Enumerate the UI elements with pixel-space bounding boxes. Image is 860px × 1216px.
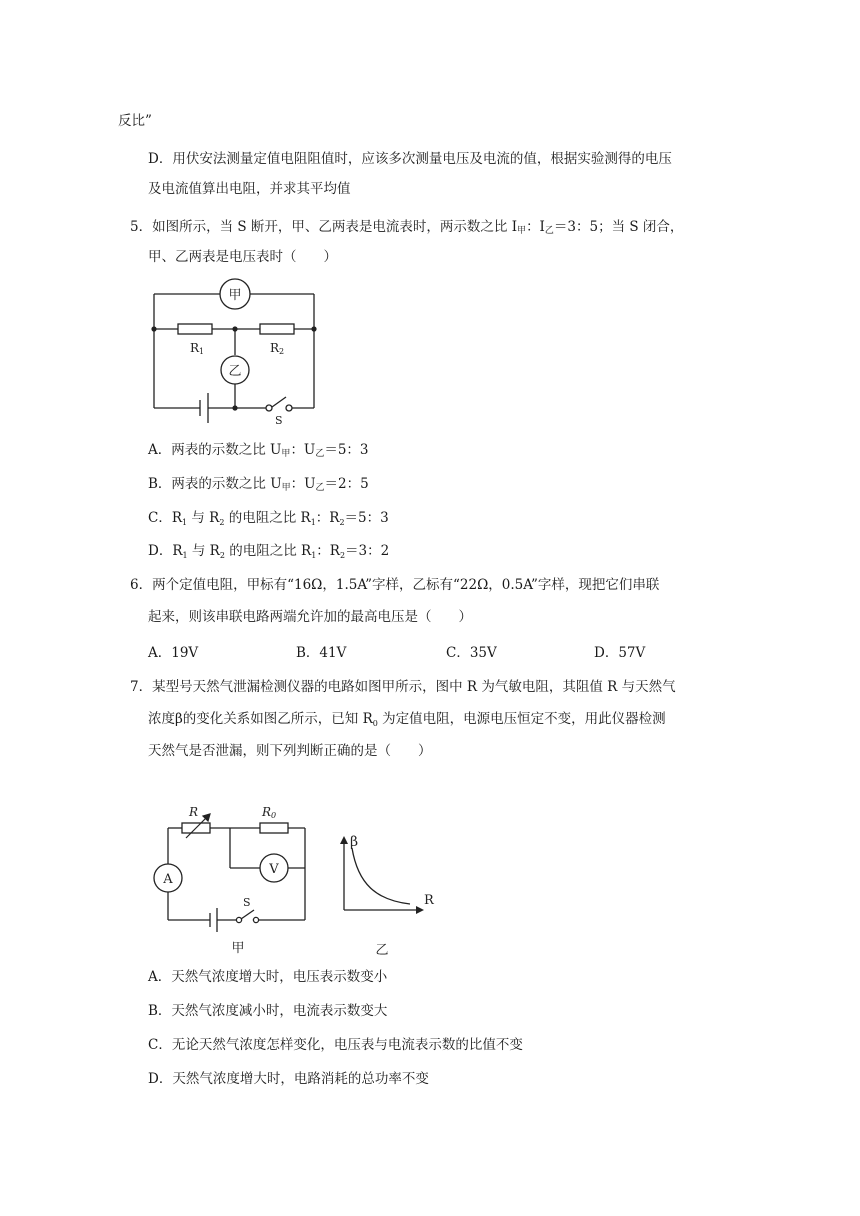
q7-fig-caption-jia: 甲 <box>231 941 245 956</box>
q7-graph-y-label: β <box>350 834 359 850</box>
q5-option-b: B．两表的示数之比 U甲：U乙＝2：5 <box>148 476 369 493</box>
q7-fig-voltmeter: V <box>269 862 279 877</box>
q7-stem-line2: 浓度β的变化关系如图乙所示，已知 $R_0$ 为定值电阻，电源电压恒定不变，用此仪器检测 <box>148 711 666 728</box>
q5-fig-meter-yi: 乙 <box>228 364 242 379</box>
q7-stem-line3: 天然气是否泄漏，则下列判断正确的是（ ） <box>148 743 432 759</box>
q7-fig-r-label: R <box>189 805 199 819</box>
q7-stem-line1: 7．某型号天然气泄漏检测仪器的电路如图甲所示，图中 R 为气敏电阻，其阻值 R 与天然气 <box>130 679 676 695</box>
q7-option-b: B．天然气浓度减小时，电流表示数变大 <box>148 1003 388 1019</box>
q7-graph-x-label: R <box>424 893 434 908</box>
q5-fig-switch-label: S <box>275 414 283 427</box>
q7-option-a: A．天然气浓度增大时，电压表示数变小 <box>148 969 388 985</box>
q6-stem-line2: 起来，则该串联电路两端允许加的最高电压是（ ） <box>148 609 472 625</box>
q7-circuit-diagram <box>148 800 318 960</box>
q5-circuit-diagram <box>146 278 326 428</box>
q7-option-c: C．无论天然气浓度怎样变化，电压表与电流表示数的比值不变 <box>148 1037 523 1053</box>
q4-option-d-line1: D．用伏安法测量定值电阻阻值时，应该多次测量电压及电流的值，根据实验测得的电压 <box>148 151 672 167</box>
q5-stem-line1: 5．如图所示，当 S 断开，甲、乙两表是电流表时，两示数之比 I甲：I乙＝3：5；当 S 闭合， <box>130 219 684 236</box>
q6-option-a: A．19V <box>148 645 199 661</box>
q6-option-b: B．41V <box>296 645 347 661</box>
q7-fig-caption-yi: 乙 <box>375 943 389 958</box>
q5-stem-line2: 甲、乙两表是电压表时（ ） <box>148 249 337 265</box>
q7-fig-r0-label: R0 <box>262 805 277 820</box>
q5-option-c: C．$R_1$ 与 $R_2$ 的电阻之比 $R_1$：$R_2=5$：3 <box>148 510 389 527</box>
q7-beta-r-graph <box>330 830 450 960</box>
q7-fig-ammeter: A <box>163 872 173 887</box>
q5-option-d: D．$R_1$ 与 $R_2$ 的电阻之比 $R_1$：$R_2=3$：2 <box>148 543 390 560</box>
q5-fig-r2-label: R2 <box>270 341 285 356</box>
q6-option-d: D．57V <box>594 645 646 661</box>
q7-fig-switch-label: S <box>243 896 251 909</box>
q7-option-d: D．天然气浓度增大时，电路消耗的总功率不变 <box>148 1071 429 1087</box>
q4-tail-text: 反比” <box>118 113 152 129</box>
q6-option-c: C．35V <box>446 645 497 661</box>
q5-fig-meter-jia: 甲 <box>228 288 242 303</box>
q4-option-d-line2: 及电流值算出电阻，并求其平均值 <box>148 181 351 197</box>
q6-stem-line1: 6．两个定值电阻，甲标有“16Ω，1.5A”字样，乙标有“22Ω，0.5A”字样，现把它们串联 <box>130 577 660 593</box>
q5-fig-r1-label: R1 <box>190 341 205 356</box>
q5-option-a: A．两表的示数之比 U甲：U乙＝5：3 <box>148 442 369 459</box>
